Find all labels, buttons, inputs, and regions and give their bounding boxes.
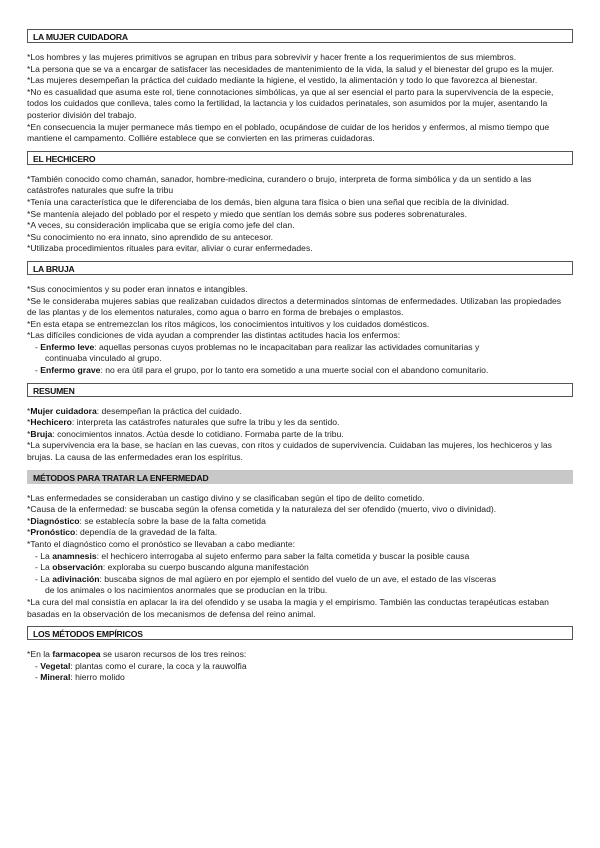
item-text: *Se mantenía alejado del poblado por el respeto y miedo que sentían los demás sobre sus poderes sobrenaturales. <box>27 208 467 219</box>
item-text: : conocimientos innatos. Actúa desde lo cotidiano. Formaba parte de la tribu. <box>52 428 344 439</box>
paragraph <box>27 209 573 221</box>
item-text: *Las mujeres desempeñan la práctica del cuidado mediante la higiene, el vestido, la alimentación y todo lo que favorezca al bienestar. <box>27 75 538 86</box>
item-lead: * <box>27 428 31 439</box>
item-text: : interpreta las catástrofes naturales que sufre la tribu y les da sentido. <box>71 417 340 428</box>
item-term: Mujer cuidadora <box>30 405 97 416</box>
document-page <box>27 29 573 690</box>
item-text: *Causa de la enfermedad: se buscaba según la ofensa cometida y la naturaleza del ser ofendido (muerto, vivo o divinidad). <box>27 504 497 515</box>
section-body <box>27 174 573 255</box>
section-heading: EL HECHICERO <box>27 151 573 165</box>
item-term: anamnesis <box>52 550 97 561</box>
item-continuation: de los animales o los nacimientos anormales que se producían en la tribu. <box>45 585 328 596</box>
paragraph <box>27 52 573 64</box>
item-text: *En consecuencia la mujer permanece más tiempo en el poblado, ocupándose de cuidar de los heridos y enfermos, al mismo tiempo que mantiene el campamento. Colliére establece que se convierten en las primeras cuidadoras. <box>27 121 550 144</box>
sub-item <box>27 551 573 563</box>
item-lead: - La <box>35 573 53 584</box>
paragraph <box>27 284 573 296</box>
paragraph <box>27 232 573 244</box>
paragraph <box>27 75 573 87</box>
paragraph <box>27 220 573 232</box>
section <box>27 470 573 621</box>
item-text: *Utilizaba procedimientos rituales para evitar, aliviar o curar enfermedades. <box>27 243 313 254</box>
item-text: *La cura del mal consistía en aplacar la ira del ofendido y se usaba la magia y el empirismo. También las conductas terapéuticas estaban basadas en la observación de los mecanismos de defensa del reino animal. <box>27 596 549 619</box>
section <box>27 151 573 255</box>
item-text: *Se le consideraba mujeres sabias que realizaban cuidados directos a determinados síntomas de enfermedades. Utilizaban las propiedades de las plantas y de los elementos naturales, como agua o barro en forma de brebajes o emplastos. <box>27 295 562 318</box>
item-text: se usaron recursos de los tres reinos: <box>100 649 247 660</box>
item-lead: * <box>27 515 31 526</box>
section-heading: MÉTODOS PARA TRATAR LA ENFERMEDAD <box>27 470 573 484</box>
item-lead: - <box>35 341 41 352</box>
paragraph <box>27 493 573 505</box>
item-lead: - <box>35 660 41 671</box>
item-text: *Las difíciles condiciones de vida ayudan a comprender las distintas actitudes hacia los enfermos: <box>27 330 401 341</box>
item-text: *Sus conocimientos y su poder eran innatos e intangibles. <box>27 283 248 294</box>
paragraph <box>27 87 573 122</box>
item-text: : aquellas personas cuyos problemas no le incapacitaban para realizar las actividades comunitarias y <box>94 341 480 352</box>
item-text: : exploraba su cuerpo buscando alguna manifestación <box>102 562 309 573</box>
section <box>27 29 573 145</box>
item-lead: *En la <box>27 649 53 660</box>
paragraph <box>27 504 573 516</box>
item-text: *La persona que se va a encargar de satisfacer las necesidades de mantenimiento de la vida, la salud y el bienestar del grupo es la mujer. <box>27 63 554 74</box>
item-text: *La supervivencia era la base, se hacían en las cuevas, con ritos y cuidados de supervivencia. Cuidaban las mujeres, los hechiceros y las brujas. La causa de las enfermedades eran los espíritus. <box>27 440 552 463</box>
item-term: farmacopea <box>52 649 101 660</box>
item-text: : no era útil para el grupo, por lo tanto era sometido a una muerte social con el abandono comunitario. <box>100 365 489 376</box>
paragraph <box>27 417 573 429</box>
item-term: Pronóstico <box>30 527 76 538</box>
section <box>27 626 573 684</box>
item-text: *En esta etapa se entremezclan los ritos mágicos, los conocimientos intuitivos y los cuidados domésticos. <box>27 318 430 329</box>
item-term: Bruja <box>30 428 53 439</box>
item-lead: - <box>35 672 41 683</box>
item-term: observación <box>52 562 103 573</box>
item-lead: * <box>27 405 31 416</box>
paragraph <box>27 516 573 528</box>
item-text: *Tanto el diagnóstico como el pronóstico se llevaban a cabo mediante: <box>27 539 296 549</box>
item-text: *Su conocimiento no era innato, sino aprendido de su antecesor. <box>27 231 274 242</box>
paragraph <box>27 330 573 342</box>
paragraph <box>27 319 573 331</box>
paragraph <box>27 539 573 551</box>
paragraph <box>27 597 573 620</box>
item-text: : se establecía sobre la base de la falta cometida <box>79 515 266 526</box>
item-text: *También conocido como chamán, sanador, hombre-medicina, curandero o brujo, interpreta de forma simbólica y da un sentido a las catástrofes naturales que sufre la tribu <box>27 173 532 196</box>
section <box>27 383 573 464</box>
item-text: *Tenía una característica que le diferenciaba de los demás, bien alguna tara física o bien una señal que recibía de la divinidad. <box>27 196 510 207</box>
section-body <box>27 649 573 684</box>
paragraph <box>27 440 573 463</box>
item-lead: - <box>35 365 41 376</box>
item-term: Diagnóstico <box>30 515 80 526</box>
item-text: : desempeñan la práctica del cuidado. <box>96 405 242 416</box>
paragraph <box>27 243 573 255</box>
sub-item <box>27 342 573 365</box>
section-body <box>27 406 573 464</box>
item-term: adivinación <box>52 573 100 584</box>
sub-item <box>27 672 573 684</box>
item-term: Hechicero <box>30 417 72 428</box>
section <box>27 261 573 377</box>
item-lead: * <box>27 417 31 428</box>
paragraph <box>27 527 573 539</box>
paragraph <box>27 197 573 209</box>
item-continuation: continuaba vinculado al grupo. <box>45 353 162 364</box>
section-body <box>27 493 573 621</box>
section-heading: LA BRUJA <box>27 261 573 275</box>
item-text: *Las enfermedades se consideraban un castigo divino y se clasificaban según el tipo de delito cometido. <box>27 492 425 503</box>
sub-item <box>27 574 573 597</box>
section-heading: LA MUJER CUIDADORA <box>27 29 573 43</box>
item-text: : dependía de la gravedad de la falta. <box>75 527 218 538</box>
paragraph <box>27 296 573 319</box>
sub-item <box>27 365 573 377</box>
item-text: *No es casualidad que asuma este rol, tiene connotaciones simbólicas, ya que al ser esencial el parto para la supervivencia de la especie, todos los cuidados que conlleva, tales como la fertilidad, la lactancia y los cuidados perinatales, son asumidos por la mujer, asentando la posterior división del trabajo. <box>27 86 554 120</box>
item-lead: * <box>27 527 31 538</box>
item-text: : buscaba signos de mal agüero en por ejemplo el sentido del vuelo de un ave, el estado de las vísceras <box>99 573 497 584</box>
paragraph <box>27 406 573 418</box>
paragraph <box>27 429 573 441</box>
item-lead: - La <box>35 562 53 573</box>
paragraph <box>27 174 573 197</box>
item-term: Mineral <box>40 672 71 683</box>
sub-item <box>27 661 573 673</box>
section-body <box>27 284 573 377</box>
item-term: Enfermo grave <box>40 365 101 376</box>
item-text: : plantas como el curare, la coca y la rauwolfia <box>70 660 247 671</box>
paragraph <box>27 649 573 661</box>
paragraph <box>27 64 573 76</box>
sub-item <box>27 562 573 574</box>
item-text: *Los hombres y las mujeres primitivos se agrupan en tribus para sobrevivir y hacer frente a los requerimientos de sus miembros. <box>27 52 517 62</box>
item-term: Enfermo leve <box>40 341 95 352</box>
item-term: Vegetal <box>40 660 71 671</box>
item-lead: - La <box>35 550 53 561</box>
section-heading: LOS MÉTODOS EMPÍRICOS <box>27 626 573 640</box>
item-text: : hierro molido <box>70 672 125 683</box>
item-text: : el hechicero interrogaba al sujeto enfermo para saber la falta cometida y buscar la posible causa <box>96 550 470 561</box>
paragraph <box>27 122 573 145</box>
item-text: *A veces, su consideración implicaba que se erigía como jefe del clan. <box>27 220 295 231</box>
section-heading: RESUMEN <box>27 383 573 397</box>
section-body <box>27 52 573 145</box>
